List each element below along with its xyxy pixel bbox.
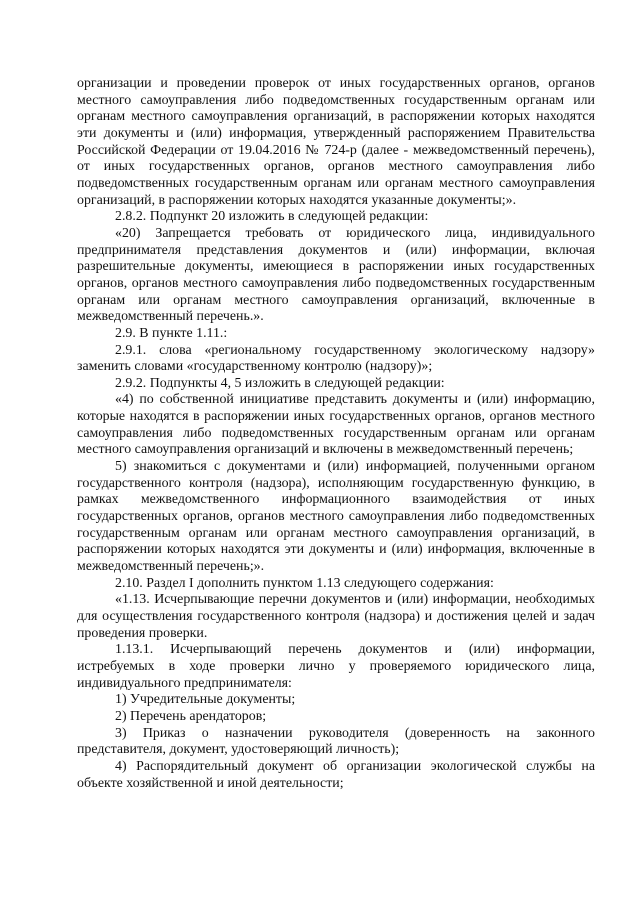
paragraph-2-9-2: 2.9.2. Подпункты 4, 5 изложить в следующей редакции: — [115, 375, 445, 391]
list-item-3: 3) Приказ о назначении руководителя (доверенность на законного представителя, документ, удостоверяющий личность); — [77, 725, 595, 758]
paragraph-2-10: 2.10. Раздел I дополнить пунктом 1.13 следующего содержания: — [115, 575, 494, 591]
paragraph-subpoint-4: «4) по собственной инициативе представить документы и (или) информацию, которые находятся в распоряжении иных государственных органов, органов местного самоуправления либо подведомственных государственным органам или органам местного самоуправления организаций и включены в межведомственный перечень; — [77, 392, 595, 458]
document-page — [77, 76, 595, 792]
list-item-2: 2) Перечень арендаторов; — [115, 708, 267, 724]
paragraph-1-13: «1.13. Исчерпывающие перечни документов и (или) информации, необходимых для осуществления государственного контроля (надзора) и достижения целей и задач проведения проверки. — [77, 592, 595, 641]
paragraph-2-9: 2.9. В пункте 1.11.: — [115, 325, 228, 341]
paragraph-2-8-2: 2.8.2. Подпункт 20 изложить в следующей редакции: — [115, 209, 429, 225]
paragraph-2-9-1: 2.9.1. слова «региональному государственному экологическому надзору» заменить словами «государственному контролю (надзору)»; — [77, 342, 595, 375]
list-item-4: 4) Распорядительный документ об организации экологической службы на объекте хозяйственной и иной деятельности; — [77, 758, 595, 791]
paragraph-1-13-1: 1.13.1. Исчерпывающий перечень документов и (или) информации, истребуемых в ходе проверки лично у проверяемого юридического лица, индивидуального предпринимателя: — [77, 642, 595, 691]
paragraph-subpoint-5: 5) знакомиться с документами и (или) информацией, полученными органом государственного контроля (надзора), исполняющим государственную функцию, в рамках межведомственного информационного взаимодействия от иных государственных органов, органов местного самоуправления либо подведомственных государственным органам или органам местного самоуправления организаций, в распоряжении которых находятся эти документы и (или) информация, включенные в межведомственный перечень;». — [77, 459, 595, 575]
paragraph-subpoint-20: «20) Запрещается требовать от юридического лица, индивидуального предпринимателя представления документов и (или) информации, включая разрешительные документы, имеющиеся в распоряжении иных государственных органов, органов местного самоуправления либо подведомственных государственным органам или органам местного самоуправления организаций, включенные в межведомственный перечень.». — [77, 225, 595, 325]
list-item-1: 1) Учредительные документы; — [115, 692, 296, 708]
paragraph-continuation: организации и проведении проверок от иных государственных органов, органов местного самоуправления либо подведомственных государственным органам или органам местного самоуправления организаций, в распоряжении которых находятся эти документы и (или) информация, утвержденный распоряжением Правительства Российской Федерации от 19.04.2016 № 724-р (далее - межведомственный перечень), от иных государственных органов, органов местного самоуправления либо подведомственных государственным органам или органам местного самоуправления организаций, в распоряжении которых находятся указанные документы;». — [77, 76, 595, 208]
